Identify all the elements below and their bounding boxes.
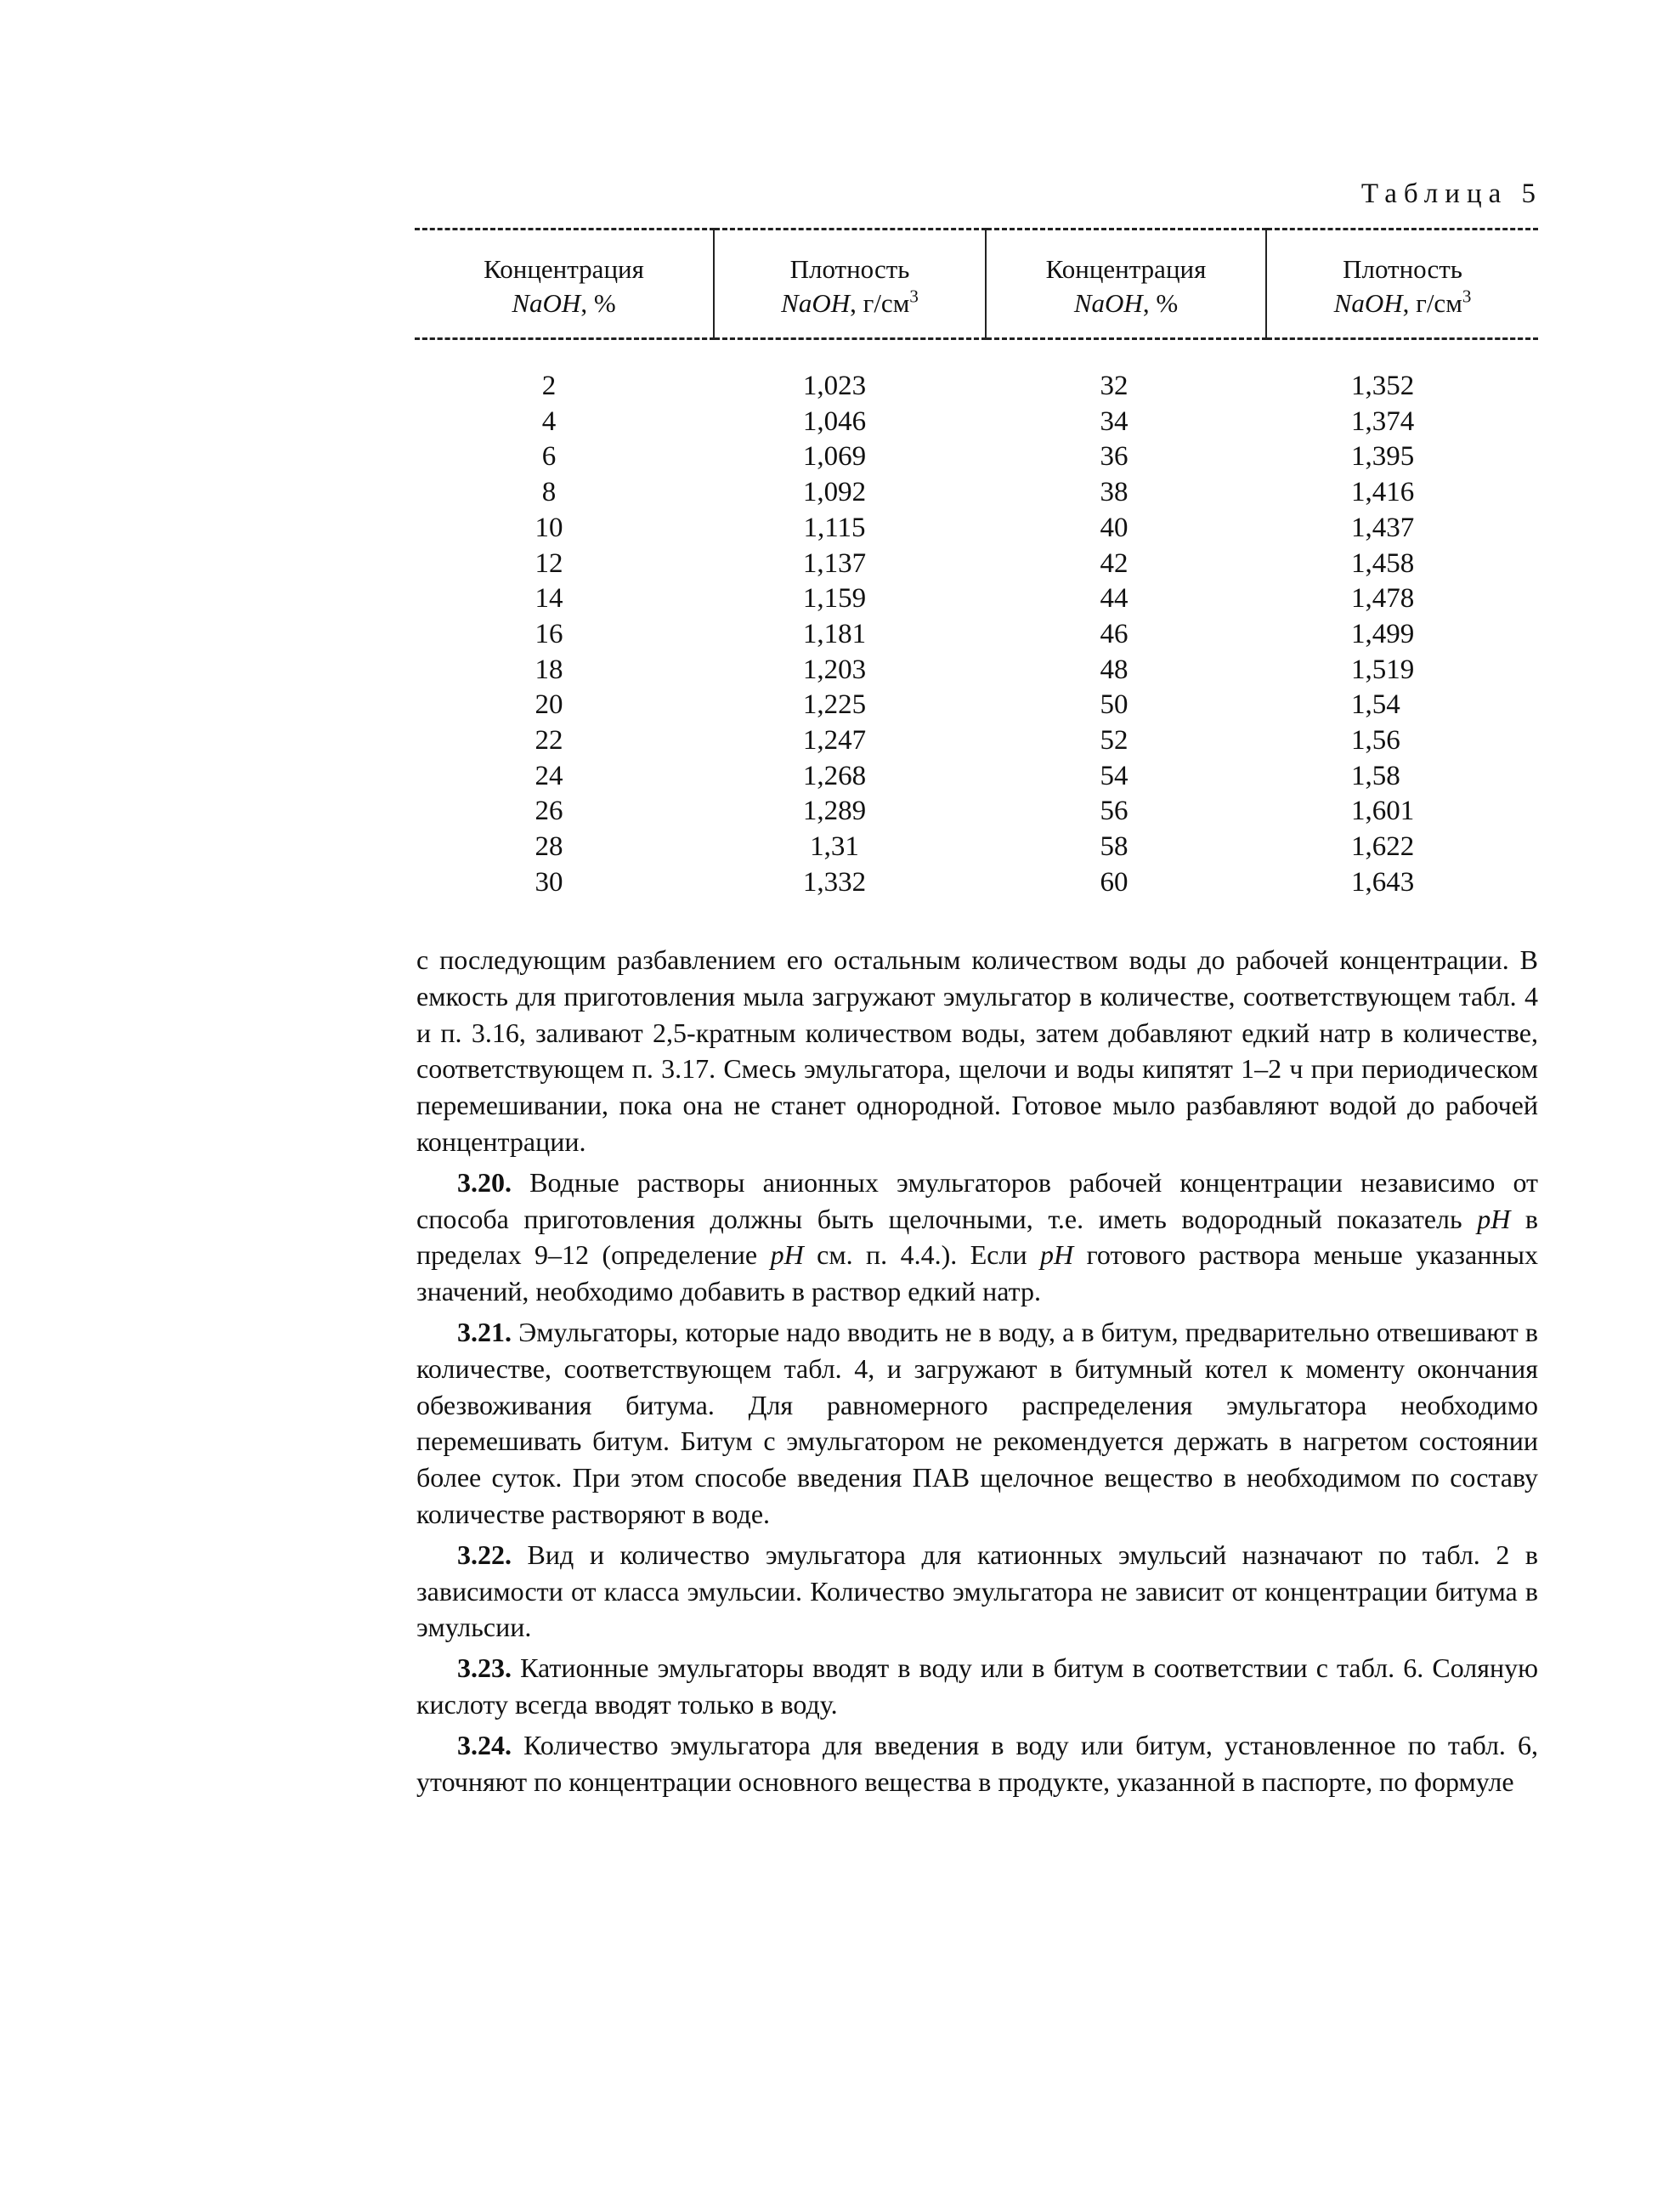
density-cell: 1,499 <box>1351 618 1415 649</box>
concentration-cell: 48 <box>1100 654 1128 685</box>
density-cell: 1,023 <box>802 371 867 401</box>
density-cell: 1,137 <box>802 547 867 579</box>
density-cell: 1,622 <box>1351 831 1415 863</box>
density-table-container <box>415 228 1538 901</box>
density-cell: 1,58 <box>1351 760 1400 791</box>
density-cell: 1,601 <box>1351 796 1415 827</box>
table-row <box>415 830 1538 865</box>
paragraph-number: 3.21. <box>457 1316 512 1347</box>
paragraph-3-24: 3.24. Количество эмульгатора для введения в воду или битум, установленное по табл. 6, уточняют по концентрации основного вещества в продукте, указанной в паспорте, по формуле <box>416 1729 1538 1797</box>
table-row <box>415 581 1538 617</box>
concentration-cell: 58 <box>1100 831 1128 863</box>
density-cell: 1,203 <box>802 654 867 685</box>
density-cell: 1,159 <box>802 583 867 615</box>
table-row <box>415 688 1538 723</box>
table-row <box>415 759 1538 795</box>
density-cell: 1,437 <box>1351 512 1415 543</box>
body-text <box>416 942 1538 1804</box>
concentration-cell: 26 <box>535 796 563 827</box>
concentration-cell: 54 <box>1100 760 1128 791</box>
concentration-cell: 4 <box>541 405 557 437</box>
concentration-cell: 14 <box>535 583 563 615</box>
density-cell: 1,225 <box>802 689 867 721</box>
table-row <box>415 405 1538 440</box>
concentration-cell: 40 <box>1100 512 1128 543</box>
density-cell: 1,289 <box>802 796 867 827</box>
concentration-cell: 22 <box>535 725 563 757</box>
concentration-cell: 60 <box>1100 866 1128 898</box>
concentration-cell: 2 <box>541 371 557 401</box>
paragraph-number: 3.23. <box>457 1652 512 1684</box>
density-cell: 1,247 <box>802 725 867 757</box>
density-cell: 1,519 <box>1351 654 1415 685</box>
density-cell: 1,268 <box>802 760 867 791</box>
density-cell: 1,478 <box>1351 583 1415 615</box>
table-row <box>415 475 1538 511</box>
density-cell: 1,069 <box>802 441 867 473</box>
concentration-cell: 42 <box>1100 547 1128 579</box>
concentration-cell: 16 <box>535 618 563 649</box>
concentration-cell: 30 <box>535 866 563 898</box>
paragraph-number: 3.22. <box>457 1539 512 1570</box>
paragraph-3-21: 3.21. Эмульгаторы, которые надо вводить не в воду, а в битум, предварительно отвешивают в количестве, соответствующем табл. 4, и загружают в битумный котел к моменту окончания обезвоживания битума. Для равномерного распределения эмульгатора необходимо перемешивать битум. Битум с эмульгатором не рекомендуется держать в нагретом состоянии более суток. При этом способе введения ПАВ щелочное вещество в необходимом по составу количестве растворяют в воде. <box>416 1316 1538 1529</box>
density-cell: 1,115 <box>803 512 866 543</box>
concentration-cell: 56 <box>1100 796 1128 827</box>
concentration-cell: 38 <box>1100 477 1128 508</box>
density-cell: 1,332 <box>802 866 867 898</box>
table-row <box>415 617 1538 653</box>
paragraph-number: 3.20. <box>457 1166 512 1198</box>
density-cell: 1,374 <box>1351 405 1415 437</box>
concentration-cell: 8 <box>541 477 557 508</box>
header-density-right: Плотность NaOH, $г/см^3$ <box>1266 230 1538 339</box>
paragraph-number: 3.24. <box>457 1729 512 1760</box>
concentration-cell: 46 <box>1100 618 1128 649</box>
table-row <box>415 865 1538 901</box>
density-cell: 1,54 <box>1351 689 1400 721</box>
concentration-cell: 18 <box>535 654 563 685</box>
density-cell: 1,31 <box>810 831 859 863</box>
table-row <box>415 723 1538 759</box>
concentration-cell: 52 <box>1100 725 1128 757</box>
table-header-row <box>415 230 1538 339</box>
concentration-cell: 10 <box>535 512 563 543</box>
paragraph-3-23: 3.23. Катионные эмульгаторы вводят в воду или в битум в соответствии с табл. 6. Соляную кислоту всегда вводят только в воду. <box>416 1652 1538 1720</box>
density-cell: 1,046 <box>802 405 867 437</box>
naoh-density-table <box>415 228 1538 901</box>
table-row <box>415 439 1538 475</box>
concentration-cell: 24 <box>535 760 563 791</box>
concentration-cell: 12 <box>535 547 563 579</box>
density-cell: 1,092 <box>802 477 867 508</box>
density-cell: 1,56 <box>1351 725 1400 757</box>
density-cell: 1,416 <box>1351 477 1415 508</box>
header-concentration-right: Концентрация NaOH, % <box>986 230 1266 339</box>
table-row <box>415 547 1538 582</box>
concentration-cell: 34 <box>1100 405 1128 437</box>
paragraph-3-20: 3.20. Водные растворы анионных эмульгаторов рабочей концентрации независимо от способа приготовления должны быть щелочными, т.е. иметь водородный показатель pH в пределах 9–12 (определение pH см. п. 4.4.). Если pH готового раствора меньше указанных значений, необходимо добавить в раствор едкий натр. <box>416 1166 1539 1307</box>
header-density-left: Плотность NaOH, $г/см^3$ <box>714 230 986 339</box>
table-row <box>415 339 1538 405</box>
density-cell: 1,643 <box>1351 866 1415 898</box>
concentration-cell: 6 <box>541 441 557 473</box>
table-body <box>415 339 1538 901</box>
concentration-cell: 28 <box>535 831 563 863</box>
table-row <box>415 511 1538 547</box>
concentration-cell: 44 <box>1100 583 1128 615</box>
concentration-cell: 50 <box>1100 689 1128 721</box>
concentration-cell: 20 <box>535 689 563 721</box>
concentration-cell: 36 <box>1100 441 1128 473</box>
header-concentration-left: Концентрация NaOH, % <box>415 230 714 339</box>
density-cell: 1,181 <box>802 618 867 649</box>
density-cell: 1,352 <box>1351 371 1415 401</box>
concentration-cell: 32 <box>1100 371 1128 401</box>
paragraph-continuation: с последующим разбавлением его остальным количеством воды до рабочей концентрации. В емкость для приготовления мыла загружают эмульгатор в количестве, соответствующем табл. 4 и п. 3.16, заливают 2,5-кратным количеством воды, затем добавляют едкий натр в количестве, соответствующем п. 3.17. Смесь эмульгатора, щелочи и воды кипятят 1–2 ч при периодическом перемешивании, пока она не станет однородной. Готовое мыло разбавляют водой до рабочей концентрации. <box>416 944 1538 1157</box>
paragraph-3-22: 3.22. Вид и количество эмульгатора для катионных эмульсий назначают по табл. 2 в зависимости от класса эмульсии. Количество эмульгатора не зависит от концентрации битума в эмульсии. <box>416 1539 1538 1643</box>
table-row <box>415 653 1538 689</box>
density-cell: 1,395 <box>1351 441 1415 473</box>
table-caption: Таблица 5 <box>1360 179 1542 209</box>
table-row <box>415 794 1538 830</box>
density-cell: 1,458 <box>1351 547 1415 579</box>
